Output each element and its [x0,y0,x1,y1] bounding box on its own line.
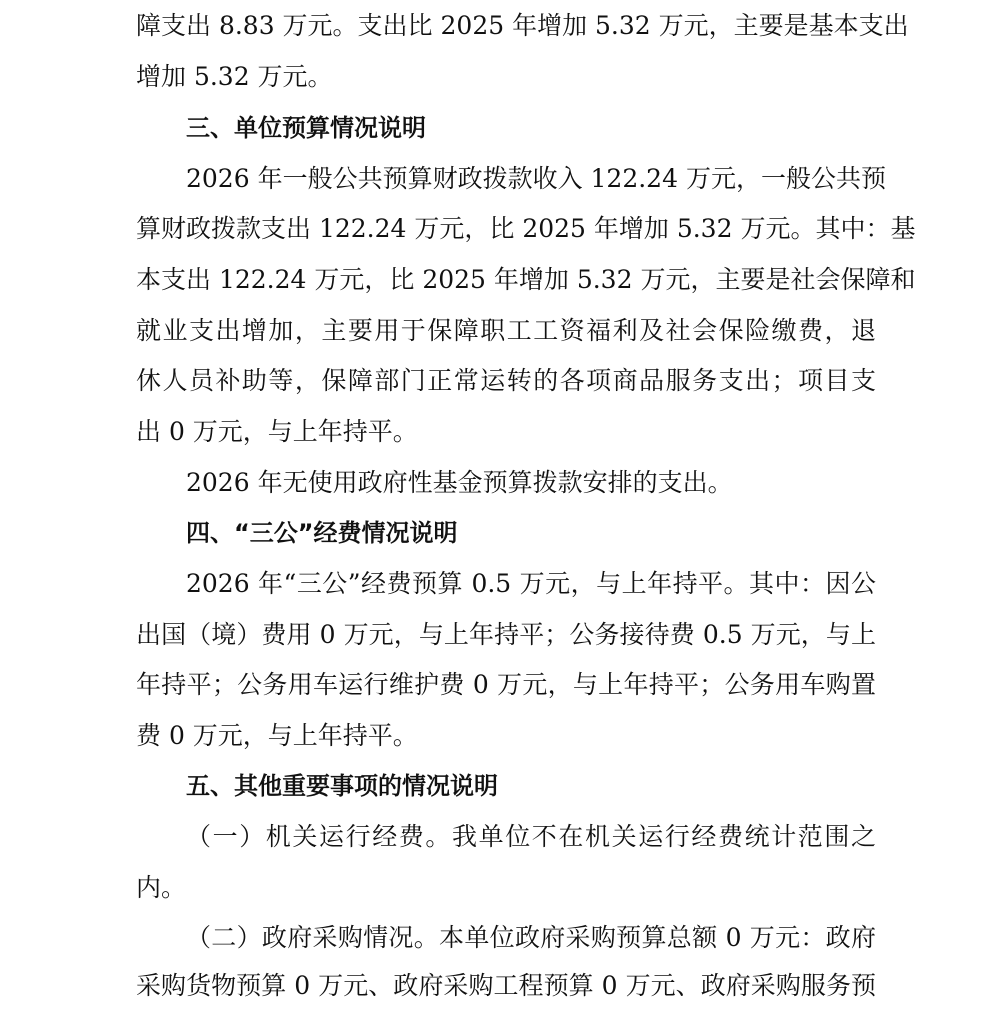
paragraph-line: 增加 5.32 万元。 [136,62,333,91]
paragraph-line: 出 0 万元，与上年持平。 [136,417,418,446]
paragraph-line: 本支出 122.24 万元，比 2025 年增加 5.32 万元，主要是社会保障和 [136,265,916,294]
paragraph-line: 障支出 8.83 万元。支出比 2025 年增加 5.32 万元，主要是基本支出 [136,11,909,40]
paragraph-line: 2026 年“三公”经费预算 0.5 万元，与上年持平。其中：因公 [186,569,876,598]
paragraph-line: 算财政拨款支出 122.24 万元，比 2025 年增加 5.32 万元。其中：基 [136,214,916,243]
paragraph-line: 年持平；公务用车运行维护费 0 万元，与上年持平；公务用车购置 [136,670,876,699]
paragraph-line: （一）机关运行经费。我单位不在机关运行经费统计范围之 [186,822,876,851]
paragraph-line: 出国（境）费用 0 万元，与上年持平；公务接待费 0.5 万元，与上 [136,620,876,649]
paragraph-line: 2026 年无使用政府性基金预算拨款安排的支出。 [186,468,733,497]
section-heading-3: 三、单位预算情况说明 [186,114,426,142]
paragraph-line: 休人员补助等，保障部门正常运转的各项商品服务支出；项目支 [136,366,876,395]
paragraph-line: 2026 年一般公共预算财政拨款收入 122.24 万元，一般公共预 [186,164,886,193]
paragraph-line: 费 0 万元，与上年持平。 [136,721,418,750]
paragraph-line: 内。 [136,873,187,902]
paragraph-line: 就业支出增加，主要用于保障职工工资福利及社会保险缴费，退 [136,316,876,345]
paragraph-line: （二）政府采购情况。本单位政府采购预算总额 0 万元：政府 [186,923,876,952]
section-heading-5: 五、其他重要事项的情况说明 [186,772,498,800]
section-heading-4: 四、“三公”经费情况说明 [186,519,458,547]
paragraph-line: 采购货物预算 0 万元、政府采购工程预算 0 万元、政府采购服务预 [136,971,876,1000]
